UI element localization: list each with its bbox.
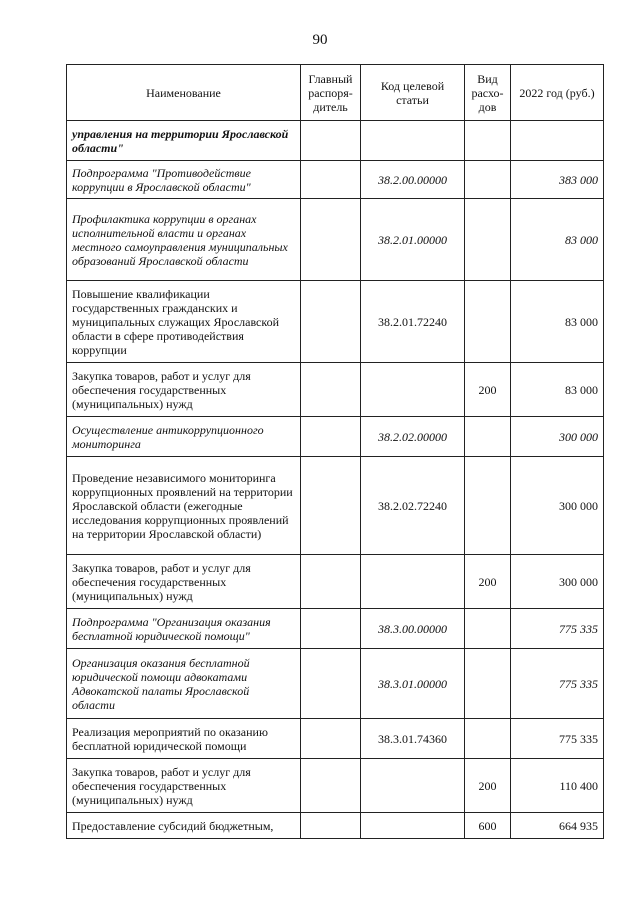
row-kind: [465, 457, 511, 555]
row-manager: [301, 457, 361, 555]
row-manager: [301, 417, 361, 457]
row-kind: [465, 609, 511, 649]
row-amount: 83 000: [511, 281, 604, 363]
row-manager: [301, 363, 361, 417]
row-name: Закупка товаров, работ и услуг для обеспечения государственных (муниципальных) нужд: [67, 555, 301, 609]
row-amount: 664 935: [511, 813, 604, 839]
row-manager: [301, 609, 361, 649]
table-row: [67, 161, 604, 199]
row-code: 38.2.00.00000: [361, 161, 465, 199]
row-name: Организация оказания бесплатной юридической помощи адвокатами Адвокатской палаты Ярославской области: [67, 649, 301, 719]
row-kind: 200: [465, 555, 511, 609]
table-row: [67, 281, 604, 363]
row-kind: [465, 719, 511, 759]
row-name: Предоставление субсидий бюджетным,: [67, 813, 301, 839]
row-manager: [301, 759, 361, 813]
header-kind: Вид расхо-дов: [465, 65, 511, 121]
table-row: [67, 457, 604, 555]
table-row: [67, 555, 604, 609]
row-amount: 83 000: [511, 199, 604, 281]
row-amount: 110 400: [511, 759, 604, 813]
row-kind: 200: [465, 363, 511, 417]
row-kind: [465, 121, 511, 161]
header-name: Наименование: [67, 65, 301, 121]
header-manager: Главный распоря-дитель: [301, 65, 361, 121]
row-code: 38.3.00.00000: [361, 609, 465, 649]
table-row: [67, 609, 604, 649]
row-kind: [465, 281, 511, 363]
row-manager: [301, 719, 361, 759]
row-code: [361, 813, 465, 839]
header-row: [67, 65, 604, 121]
row-code: 38.3.01.74360: [361, 719, 465, 759]
row-code: [361, 759, 465, 813]
row-amount: 300 000: [511, 457, 604, 555]
row-code: 38.2.01.72240: [361, 281, 465, 363]
row-manager: [301, 281, 361, 363]
row-name: Проведение независимого мониторинга коррупционных проявлений на территории Ярославской области (ежегодные исследования коррупционных проявлений на территории Ярославской области): [67, 457, 301, 555]
header-code: Код целевой статьи: [361, 65, 465, 121]
row-amount: 83 000: [511, 363, 604, 417]
row-name: Подпрограмма "Противодействие коррупции в Ярославской области": [67, 161, 301, 199]
page-number: 90: [312, 32, 328, 48]
table-row: [67, 759, 604, 813]
row-name: Закупка товаров, работ и услуг для обеспечения государственных (муниципальных) нужд: [67, 363, 301, 417]
row-amount: 383 000: [511, 161, 604, 199]
row-name: Закупка товаров, работ и услуг для обеспечения государственных (муниципальных) нужд: [67, 759, 301, 813]
row-code: [361, 121, 465, 161]
table-row: [67, 121, 604, 161]
row-code: 38.3.01.00000: [361, 649, 465, 719]
row-amount: 775 335: [511, 649, 604, 719]
row-code: [361, 555, 465, 609]
row-code: 38.2.01.00000: [361, 199, 465, 281]
table-row: [67, 199, 604, 281]
row-kind: [465, 161, 511, 199]
row-manager: [301, 649, 361, 719]
row-name: управления на территории Ярославской области": [67, 121, 301, 161]
row-kind: 600: [465, 813, 511, 839]
table-row: [67, 363, 604, 417]
table-row: [67, 813, 604, 839]
row-code: 38.2.02.72240: [361, 457, 465, 555]
header-amount: 2022 год (руб.): [511, 65, 604, 121]
row-kind: 200: [465, 759, 511, 813]
table-body: [67, 121, 604, 839]
row-amount: 775 335: [511, 609, 604, 649]
table-row: [67, 649, 604, 719]
row-code: [361, 363, 465, 417]
table-row: [67, 417, 604, 457]
row-name: Профилактика коррупции в органах исполнительной власти и органах местного самоуправления муниципальных образований Ярославской области: [67, 199, 301, 281]
row-amount: 300 000: [511, 417, 604, 457]
row-manager: [301, 161, 361, 199]
row-manager: [301, 121, 361, 161]
row-name: Повышение квалификации государственных гражданских и муниципальных служащих Ярославской области в сфере противодействия коррупции: [67, 281, 301, 363]
row-amount: [511, 121, 604, 161]
row-manager: [301, 813, 361, 839]
row-name: Осуществление антикоррупционного мониторинга: [67, 417, 301, 457]
budget-table: [66, 64, 604, 839]
row-name: Подпрограмма "Организация оказания бесплатной юридической помощи": [67, 609, 301, 649]
row-name: Реализация мероприятий по оказанию бесплатной юридической помощи: [67, 719, 301, 759]
row-kind: [465, 417, 511, 457]
row-amount: 775 335: [511, 719, 604, 759]
row-kind: [465, 649, 511, 719]
row-kind: [465, 199, 511, 281]
row-code: 38.2.02.00000: [361, 417, 465, 457]
row-amount: 300 000: [511, 555, 604, 609]
row-manager: [301, 555, 361, 609]
table-row: [67, 719, 604, 759]
row-manager: [301, 199, 361, 281]
